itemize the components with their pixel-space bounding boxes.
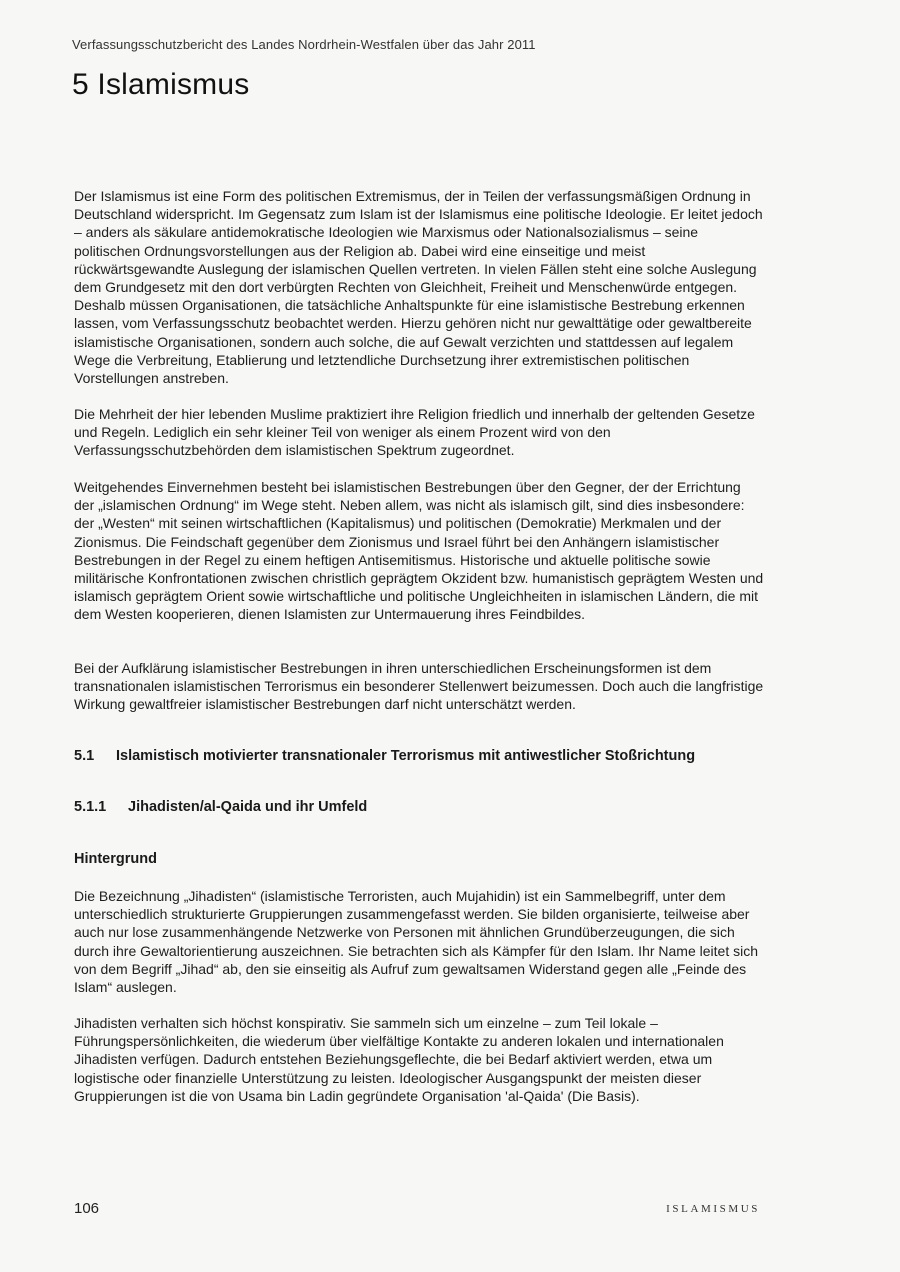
body-paragraph: Weitgehendes Einvernehmen besteht bei islamistischen Bestrebungen über den Gegner, der der Errichtung der „islamischen Ordnung“ im Wege steht. Neben allem, was nicht als islamisch gilt, sind dies insbesondere: der „Westen“ mit seinen wirtschaftlichen (Kapitalismus) und politischen (Demokratie) Merkmalen und der Zionismus. Die Feindschaft gegenüber dem Zionismus und Israel führt bei den Anhängern islamistischer Bestrebungen in der Regel zu einem heftigen Antisemitismus. Historische und aktuelle politische sowie militärische Konfrontationen zwischen christlich geprägtem Okzident bzw. humanistisch geprägtem Westen und islamisch geprägtem Orient sowie wirtschaftliche und politische Ungleichheiten in islamischen Ländern, die mit dem Westen kooperieren, dienen Islamisten zur Untermauerung ihres Feindbildes. xyxy=(74,479,764,623)
body-paragraph: Der Islamismus ist eine Form des politischen Extremismus, der in Teilen der verfassungsmäßigen Ordnung in Deutschland widerspricht. Im Gegensatz zum Islam ist der Islamismus eine politische Ideologie. Er leitet jedoch – anders als säkulare antidemokratische Ideologien wie Marxismus oder Nationalsozialismus – seine politischen Ordnungsvorstellungen aus der Religion ab. Dabei wird eine einseitige und meist rückwärtsgewandte Auslegung der islamischen Quellen vertreten. In vielen Fällen steht eine solche Auslegung dem Grundgesetz mit den dort verbürgten Rechten von Gleichheit, Freiheit und Menschenwürde entgegen. Deshalb müssen Organisationen, die tatsächliche Anhaltspunkte für eine islamistische Bestrebung erkennen lassen, vom Verfassungsschutz beobachtet werden. Hierzu gehören nicht nur gewalttätige oder gewaltbereite islamistische Organisationen, sondern auch solche, die auf Gewalt verzichten und stattdessen auf legalem Wege die Verbreitung, Etablierung und letztendliche Durchsetzung ihrer extremistischen politischen Vorstellungen anstreben. xyxy=(74,188,763,387)
section-heading-5-1-1 xyxy=(74,799,367,815)
section-number: 5.1.1 xyxy=(74,799,107,815)
section-title: Islamistisch motivierter transnationaler Terrorismus mit antiwestlicher Stoßrichtung xyxy=(116,748,696,764)
subheading: Hintergrund xyxy=(74,851,157,867)
footer-chapter-label: ISLAMISMUS xyxy=(666,1203,760,1215)
section-heading-5-1 xyxy=(74,748,695,764)
section-number: 5.1 xyxy=(74,748,95,764)
section-title: Jihadisten/al-Qaida und ihr Umfeld xyxy=(128,799,368,815)
body-paragraph: Die Bezeichnung „Jihadisten“ (islamistische Terroristen, auch Mujahidin) ist ein Sammelbegriff, unter dem unterschiedlich strukturierte Gruppierungen zusammengefasst werden. Sie bilden organisierte, teilweise aber auch nur lose zusammenhängende Netzwerke von Personen mit ähnlichen Grundüberzeugungen, die sich durch ihre Gewaltorientierung auszeichnen. Sie betrachten sich als Kämpfer für den Islam. Ihr Name leitet sich von dem Begriff „Jihad“ ab, den sie einseitig als Aufruf zum gewaltsamen Widerstand gegen alle „Feinde des Islam“ auslegen. xyxy=(74,888,759,996)
body-paragraph: Jihadisten verhalten sich höchst konspirativ. Sie sammeln sich um einzelne – zum Teil lokale – Führungspersönlichkeiten, die wiederum über vielfältige Kontakte zu anderen lokalen und internationalen Jihadisten verfügen. Dadurch entstehen Beziehungsgeflechte, die bei Bedarf aktiviert werden, etwa um logistische oder finanzielle Unterstützung zu leisten. Ideologischer Ausgangspunkt der meisten dieser Gruppierungen ist die von Usama bin Ladin gegründete Organisation 'al-Qaida' (Die Basis). xyxy=(74,1015,724,1104)
running-header: Verfassungsschutzbericht des Landes Nordrhein-Westfalen über das Jahr 2011 xyxy=(72,37,536,52)
body-paragraph: Bei der Aufklärung islamistischer Bestrebungen in ihren unterschiedlichen Erscheinungsformen ist dem transnationalen islamistischen Terrorismus ein besonderer Stellenwert beizumessen. Doch auch die langfristige Wirkung gewaltfreier islamistischer Bestrebungen darf nicht unterschätzt werden. xyxy=(74,660,764,713)
body-paragraph: Die Mehrheit der hier lebenden Muslime praktiziert ihre Religion friedlich und innerhalb der geltenden Gesetze und Regeln. Lediglich ein sehr kleiner Teil von weniger als einem Prozent wird von den Verfassungsschutzbehörden dem islamistischen Spektrum zugeordnet. xyxy=(74,406,755,459)
page-number: 106 xyxy=(74,1200,100,1217)
chapter-title: 5 Islamismus xyxy=(72,68,250,101)
